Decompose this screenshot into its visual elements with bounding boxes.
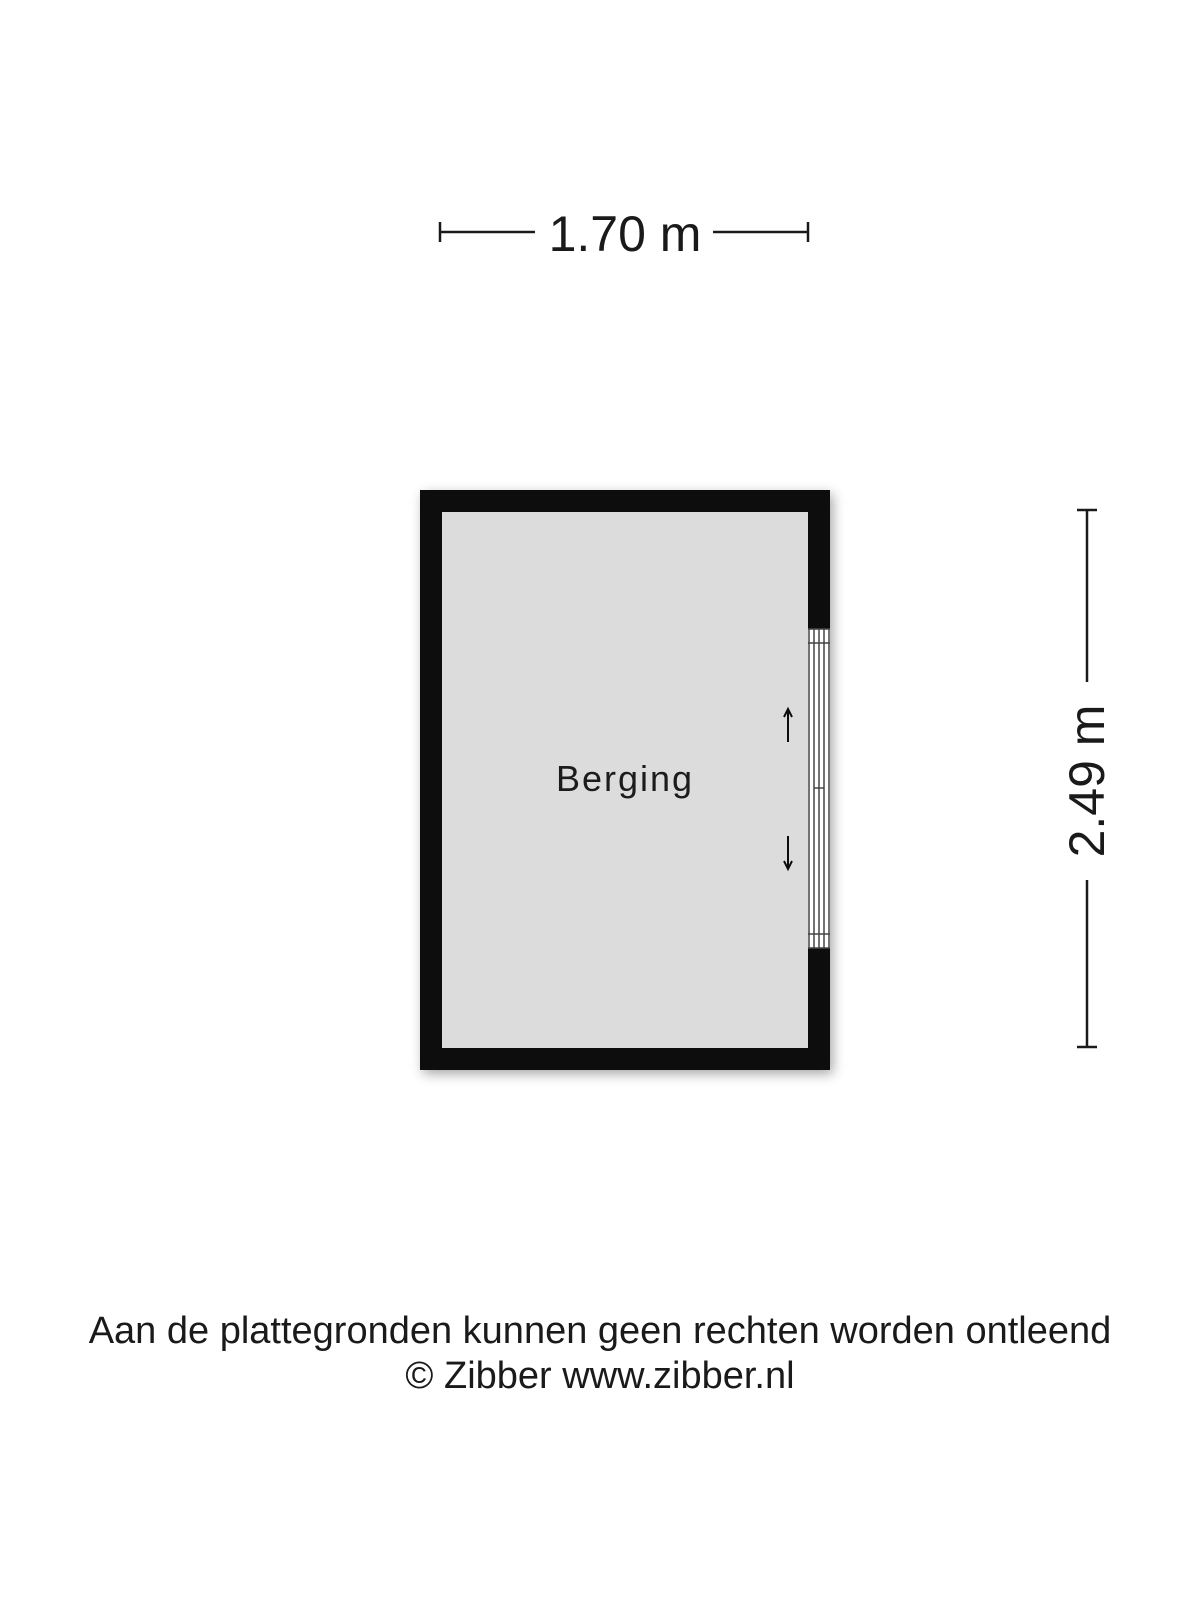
width-dimension xyxy=(440,206,808,262)
room-label: Berging xyxy=(555,758,695,799)
disclaimer-text: Aan de plattegronden kunnen geen rechten worden ontleend xyxy=(88,1310,1112,1352)
sliding-door xyxy=(808,629,830,948)
width-label: 1.70 m xyxy=(548,206,702,262)
height-dimension xyxy=(1059,510,1115,1047)
height-label: 2.49 m xyxy=(1059,704,1115,858)
room-berging xyxy=(420,490,830,1070)
copyright-text: © Zibber www.zibber.nl xyxy=(405,1355,795,1397)
